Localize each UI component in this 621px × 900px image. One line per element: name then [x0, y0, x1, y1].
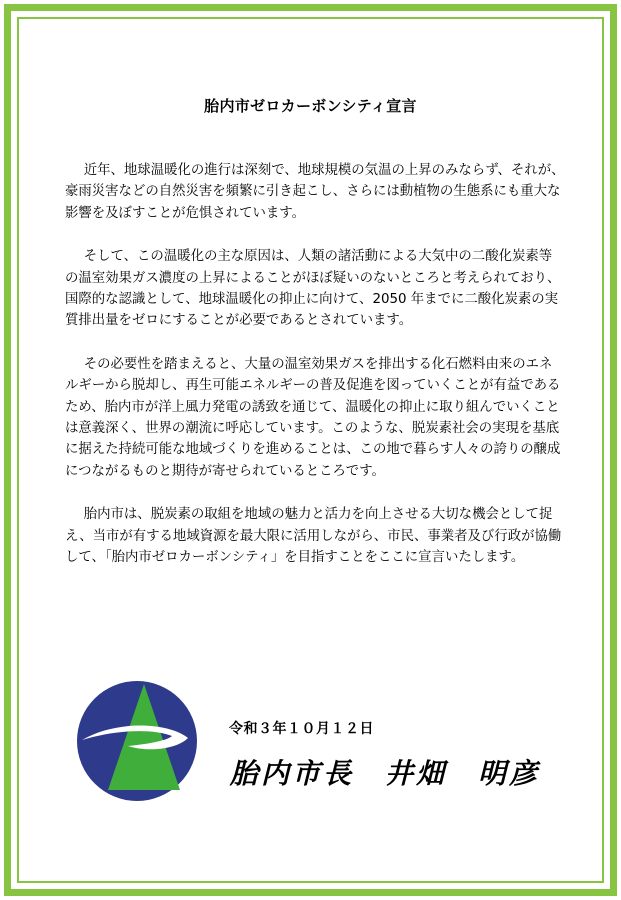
document-body [65, 160, 565, 591]
paragraph-4: 胎内市は、脱炭素の取組を地域の魅力と活力を向上させる大切な機会として捉え、当市が有する地域資源を最大限に活用しながら、市民、事業者及び行政が協働して、「胎内市ゼロカーボンシティ」を目指すことをここに宣言いたします。 [65, 507, 562, 566]
mayor-signature: 胎内市長 井畑 明彦 [230, 757, 541, 790]
declaration-date: 令和３年１０月１２日 [229, 721, 374, 737]
paragraph-1: 近年、地球温暖化の進行は深刻で、地球規模の気温の上昇のみならず、それが、豪雨災害などの自然災害を頻繁に引き起こし、さらには動植物の生態系にも重大な影響を及ぼすことが危惧されています。 [65, 163, 565, 221]
city-emblem-icon [76, 680, 198, 802]
paragraph-2: そして、この温暖化の主な原因は、人類の諸活動による大気中の二酸化炭素等の温室効果ガス濃度の上昇によることがほぼ疑いのないところと考えられており、国際的な認識として、地球温暖化の抑止に向けて、2050 年までに二酸化炭素の実質排出量をゼロにすることが必要であるとされています。 [65, 249, 561, 329]
paragraph-3: その必要性を踏まえると、大量の温室効果ガスを排出する化石燃料由来のエネルギーから脱却し、再生可能エネルギーの普及促進を図っていくことが有益であるため、胎内市が洋上風力発電の誘致を通じて、温暖化の抑止に取り組んでいくことは意義深く、世界の潮流に呼応しています。このような、脱炭素社会の実現を基底に据えた持続可能な地域づくりを進めることは、この地で暮らす人々の誇りの醸成につながるものと期待が寄せられているところです。 [65, 356, 561, 479]
document-title: 胎内市ゼロカーボンシティ宣言 [204, 97, 417, 115]
